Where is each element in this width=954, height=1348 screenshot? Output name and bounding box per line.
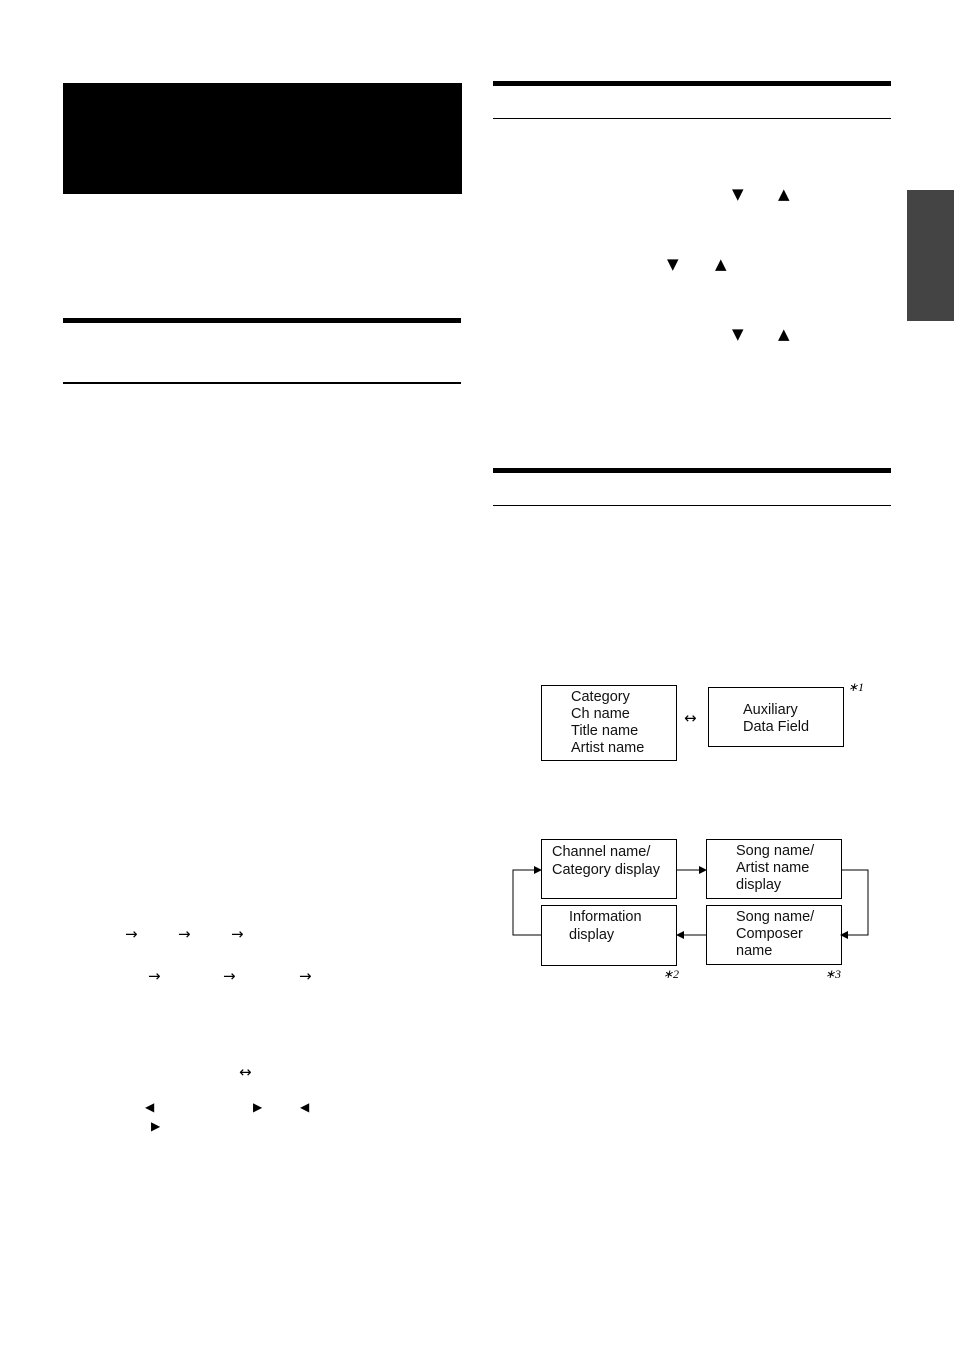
side-tab-marker [907, 190, 954, 321]
right-arrow-icon: → [178, 925, 191, 943]
diagram-text-line: Category display [552, 862, 660, 878]
section-rule-top-right-2 [493, 468, 891, 473]
right-arrow-icon: → [231, 925, 244, 943]
diagram-text-line: display [569, 927, 615, 943]
right-arrow-icon: → [125, 925, 138, 943]
diagram-text-line: Artist name [736, 860, 810, 876]
diagram-box-category-info [541, 685, 677, 761]
right-triangle-icon: ▶ [253, 1100, 263, 1114]
diagram-box-channel-category [541, 839, 677, 899]
diagram-text-line: Song name/ [736, 909, 815, 925]
diagram-text-line: Data Field [743, 719, 810, 735]
diagram-text-line: name [736, 943, 773, 959]
down-triangle-icon: ▼ [732, 325, 744, 343]
diagram-box-song-artist [706, 839, 842, 899]
double-arrow-icon: ↔ [239, 1063, 252, 1081]
right-triangle-icon: ▶ [151, 1119, 161, 1133]
down-triangle-icon: ▼ [667, 255, 679, 273]
up-triangle-icon: ▲ [715, 255, 727, 273]
section-rule-bottom-right-1 [493, 118, 891, 119]
diagram-text-line: Auxiliary [743, 702, 798, 718]
up-triangle-icon: ▲ [778, 185, 790, 203]
diagram-text-line: Artist name [571, 740, 645, 756]
section-rule-top-right-1 [493, 81, 891, 86]
diagram-text-line: display [736, 877, 782, 893]
right-arrow-icon: → [223, 967, 236, 985]
left-triangle-icon: ◀ [300, 1100, 310, 1114]
section-rule-bottom-right-2 [493, 505, 891, 506]
up-triangle-icon: ▲ [778, 325, 790, 343]
diagram-footnote-marker: ∗3 [825, 967, 842, 981]
section-header-block [63, 83, 462, 194]
diagram-footnote-marker: ∗2 [663, 967, 680, 981]
diagram-box-information [541, 905, 677, 966]
diagram-text-line: Information [569, 909, 642, 925]
diagram-double-arrow-icon: ↔ [684, 709, 697, 727]
left-triangle-icon: ◀ [145, 1100, 155, 1114]
right-arrow-icon: → [148, 967, 161, 985]
section-rule-bottom-left [63, 382, 461, 384]
diagram-text-line: Song name/ [736, 843, 815, 859]
section-rule-top-left [63, 318, 461, 323]
diagram-text-line: Composer [736, 926, 803, 942]
diagram-text-line: Channel name/ [552, 844, 651, 860]
diagram-text-line: Ch name [571, 706, 630, 722]
diagram-box-auxiliary [708, 687, 844, 747]
diagram-box-song-composer [706, 905, 842, 965]
diagram-text-line: Category [571, 689, 630, 705]
right-arrow-icon: → [299, 967, 312, 985]
down-triangle-icon: ▼ [732, 185, 744, 203]
diagram-text-line: Title name [571, 723, 639, 739]
diagram-footnote-marker: ∗1 [848, 680, 865, 694]
